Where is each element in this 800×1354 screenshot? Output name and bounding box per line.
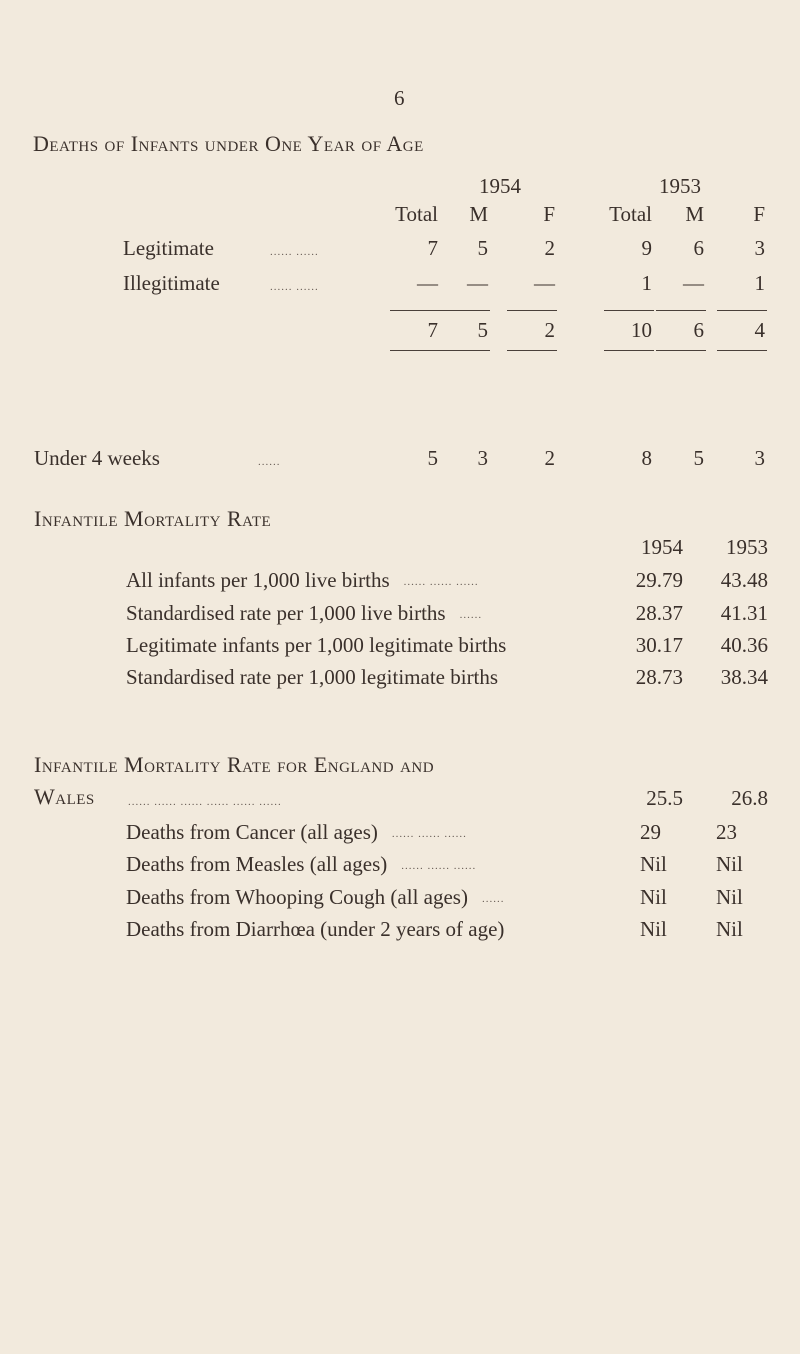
- total-cell: 7: [427, 318, 438, 342]
- table-rule: [390, 350, 440, 351]
- table-cell: —: [683, 271, 704, 295]
- total-cell: 10: [631, 318, 652, 342]
- rate-1954: 28.73: [635, 665, 683, 689]
- row-label: Legitimate: [123, 236, 214, 260]
- total-cell: 2: [544, 318, 555, 342]
- rate-1953: 41.31: [720, 601, 768, 625]
- column-header: M: [469, 202, 488, 226]
- england-wales-title-line2: Wales: [34, 784, 95, 809]
- table-rule: [656, 310, 706, 311]
- table-cell: 3: [754, 236, 765, 260]
- under-4-weeks-cell: 5: [427, 446, 438, 470]
- dot-leader: ......: [459, 609, 483, 622]
- rate-1953: 40.36: [720, 633, 768, 657]
- rate-row-label: Standardised rate per 1,000 legitimate births: [126, 665, 499, 689]
- rate-row-label: All infants per 1,000 live births: [126, 568, 390, 592]
- column-header: F: [753, 202, 765, 226]
- year-1954-header: 1954: [479, 174, 521, 198]
- table-cell: 7: [427, 236, 438, 260]
- page-number: 6: [394, 86, 405, 110]
- table-cell: 1: [641, 271, 652, 295]
- dot-leader: ...... ......: [270, 281, 319, 293]
- dot-leader: ...... ...... ......: [401, 860, 477, 873]
- rate-year-1954: 1954: [641, 535, 683, 559]
- total-cell: 5: [477, 318, 488, 342]
- england-wales-title: Infantile Mortality Rate for England and: [34, 752, 435, 777]
- row-label-group: [126, 601, 482, 627]
- column-header: M: [685, 202, 704, 226]
- under-4-weeks-cell: 3: [754, 446, 765, 470]
- england-wales-1954: 25.5: [646, 786, 683, 810]
- table-cell: —: [534, 271, 555, 295]
- table-rule: [390, 310, 440, 311]
- dot-leader: ......: [481, 893, 505, 906]
- row-label-group: [126, 852, 476, 878]
- cause-row-label: Deaths from Measles (all ages): [126, 852, 388, 876]
- cause-row-label: Deaths from Diarrhœa (under 2 years of age): [126, 917, 505, 941]
- cause-1954: Nil: [640, 852, 667, 876]
- under-4-weeks-cell: 3: [477, 446, 488, 470]
- table-cell: —: [467, 271, 488, 295]
- rate-1954: 29.79: [635, 568, 683, 592]
- year-1953-header: 1953: [659, 174, 701, 198]
- table-rule: [507, 350, 557, 351]
- row-label-group: [126, 665, 512, 691]
- under-4-weeks-label: Under 4 weeks: [34, 446, 160, 470]
- cause-1953: 23: [716, 820, 737, 844]
- table-rule: [507, 310, 557, 311]
- rate-1953: 38.34: [720, 665, 768, 689]
- column-header: Total: [609, 202, 652, 226]
- dot-leader: ......: [258, 456, 281, 468]
- under-4-weeks-cell: 5: [693, 446, 704, 470]
- row-label-group: [126, 568, 479, 594]
- cause-1954: 29: [640, 820, 661, 844]
- table-rule: [440, 350, 490, 351]
- table-rule: [656, 350, 706, 351]
- row-label-group: [126, 885, 504, 911]
- dot-leader: ...... ......: [270, 246, 319, 258]
- rate-1953: 43.48: [720, 568, 768, 592]
- table-cell: 5: [477, 236, 488, 260]
- row-label-group: [126, 917, 518, 943]
- mortality-rate-title: Infantile Mortality Rate: [34, 506, 272, 531]
- dot-leader: ...... ...... ...... ...... ...... ......: [128, 796, 282, 808]
- rate-row-label: Legitimate infants per 1,000 legitimate births: [126, 633, 507, 657]
- under-4-weeks-cell: 8: [641, 446, 652, 470]
- england-wales-1953: 26.8: [731, 786, 768, 810]
- row-label: Illegitimate: [123, 271, 220, 295]
- column-header: F: [543, 202, 555, 226]
- table-cell: —: [417, 271, 438, 295]
- total-cell: 6: [693, 318, 704, 342]
- cause-row-label: Deaths from Cancer (all ages): [126, 820, 378, 844]
- cause-1954: Nil: [640, 885, 667, 909]
- rate-year-1953: 1953: [726, 535, 768, 559]
- table-cell: 2: [544, 236, 555, 260]
- cause-row-label: Deaths from Whooping Cough (all ages): [126, 885, 468, 909]
- dot-leader: ...... ...... ......: [403, 576, 479, 589]
- table-rule: [440, 310, 490, 311]
- cause-1953: Nil: [716, 885, 743, 909]
- total-cell: 4: [754, 318, 765, 342]
- row-label-group: [126, 820, 467, 846]
- cause-1953: Nil: [716, 852, 743, 876]
- under-4-weeks-cell: 2: [544, 446, 555, 470]
- row-label-group: [126, 633, 520, 659]
- column-header: Total: [395, 202, 438, 226]
- rate-1954: 30.17: [635, 633, 683, 657]
- table-cell: 6: [693, 236, 704, 260]
- table-rule: [717, 350, 767, 351]
- table-rule: [604, 350, 654, 351]
- table-rule: [717, 310, 767, 311]
- cause-1954: Nil: [640, 917, 667, 941]
- rate-1954: 28.37: [635, 601, 683, 625]
- rate-row-label: Standardised rate per 1,000 live births: [126, 601, 446, 625]
- cause-1953: Nil: [716, 917, 743, 941]
- table-rule: [604, 310, 654, 311]
- table-cell: 1: [754, 271, 765, 295]
- dot-leader: ...... ...... ......: [391, 828, 467, 841]
- deaths-table-title: Deaths of Infants under One Year of Age: [33, 131, 424, 156]
- table-cell: 9: [641, 236, 652, 260]
